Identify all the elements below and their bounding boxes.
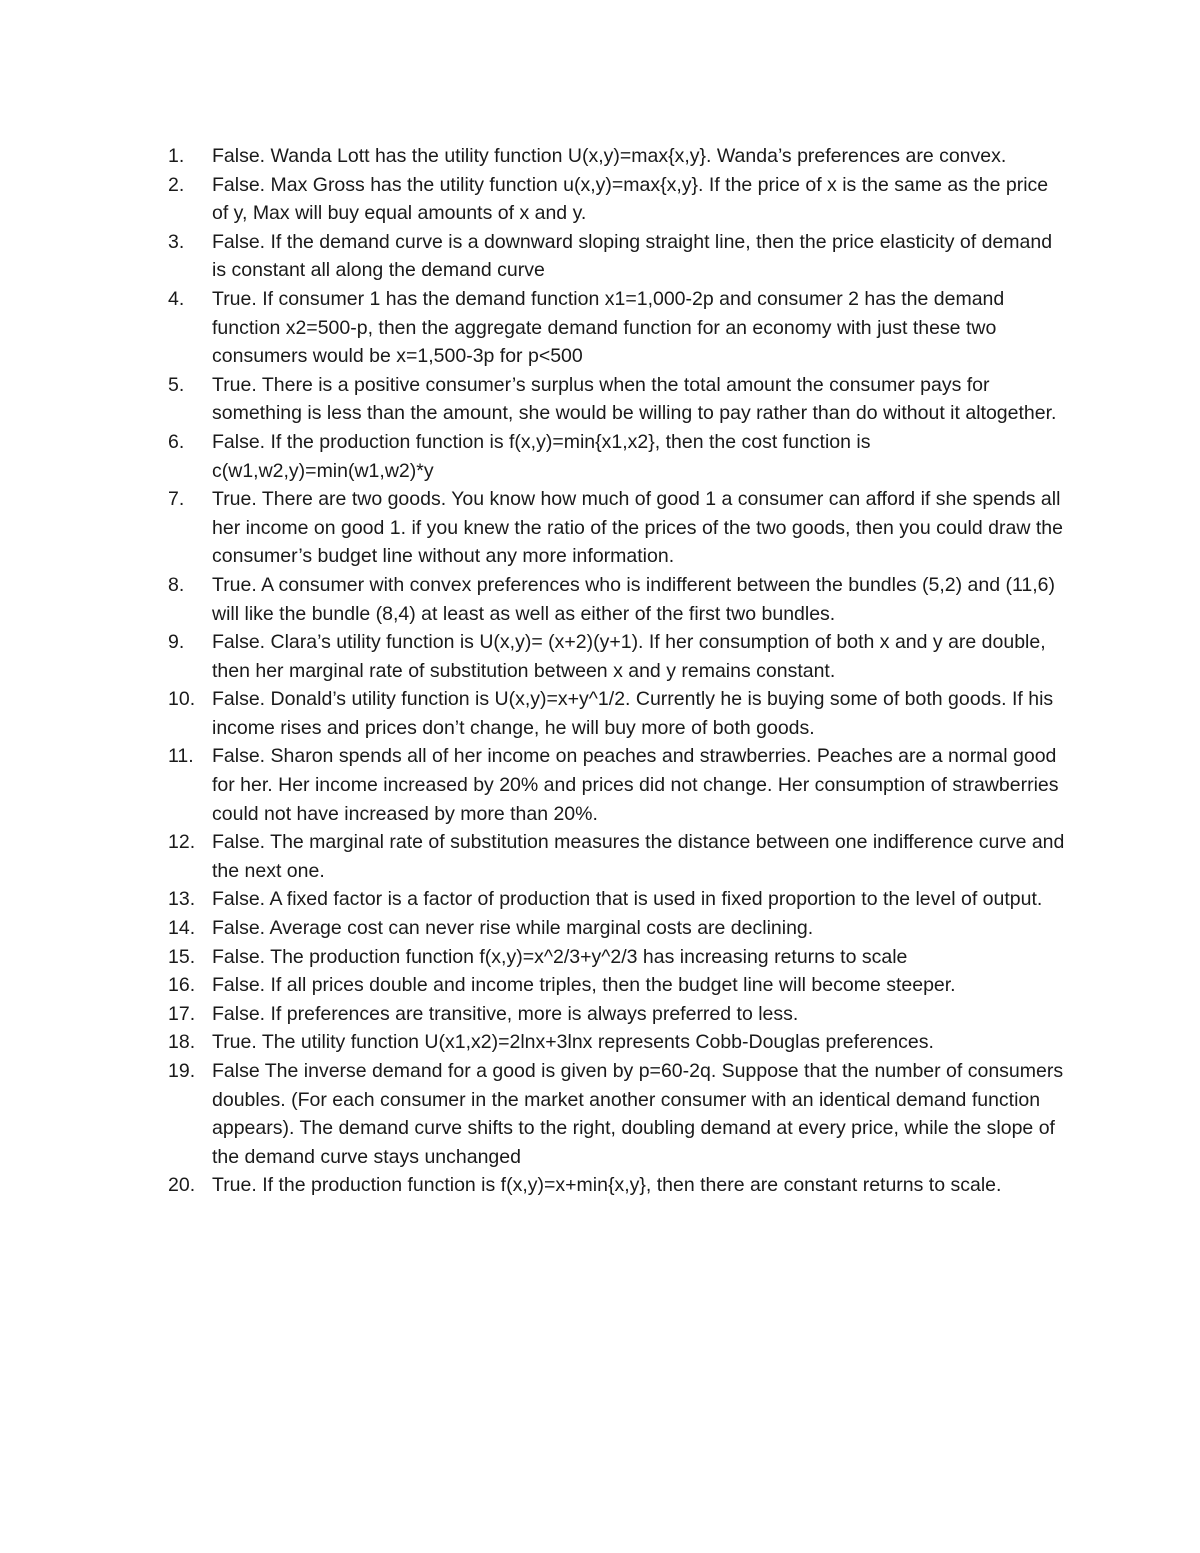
item-number: 16. xyxy=(168,974,196,997)
item-number: 5. xyxy=(168,373,185,396)
item-number: 14. xyxy=(168,917,196,940)
item-number: 12. xyxy=(168,831,196,854)
item-number: 4. xyxy=(168,287,185,310)
item-number: 7. xyxy=(168,488,185,511)
item-number: 13. xyxy=(168,888,196,911)
list-item xyxy=(168,485,1068,571)
item-number: 15. xyxy=(168,945,196,968)
item-number: 1. xyxy=(168,145,185,167)
list-item xyxy=(168,142,1068,171)
list-item xyxy=(168,1057,1068,1171)
item-text: False. If all prices double and income triples, then the budget line will become steeper. xyxy=(212,974,956,997)
item-text: True. If the production function is f(x,y)=x+min{x,y}, then there are constant returns to scale. xyxy=(212,1174,1002,1197)
item-number: 19. xyxy=(168,1060,196,1082)
item-number: 18. xyxy=(168,1031,196,1054)
list-item xyxy=(168,571,1068,628)
item-number: 11. xyxy=(168,745,194,768)
list-item xyxy=(168,828,1068,885)
item-text: True. There are two goods. You know how much of good 1 a consumer can afford if she spends all her income on good 1. if you knew the ratio of the prices of the two goods, then you could draw the consumer’s budget line without any more information. xyxy=(212,488,1063,568)
item-text: False. The production function f(x,y)=x^2/3+y^2/3 has increasing returns to scale xyxy=(212,945,908,968)
list-item xyxy=(168,371,1068,428)
list-item xyxy=(168,914,1068,943)
list-item xyxy=(168,742,1068,828)
list-item xyxy=(168,285,1068,371)
item-number: 9. xyxy=(168,631,185,654)
list-item xyxy=(168,685,1068,742)
item-number: 8. xyxy=(168,573,185,596)
list-item xyxy=(168,1028,1068,1057)
list-item xyxy=(168,628,1068,685)
item-text: True. There is a positive consumer’s surplus when the total amount the consumer pays for something is less than the amount, she would be willing to pay rather than do without it altogether. xyxy=(212,373,1057,425)
item-number: 3. xyxy=(168,230,185,253)
item-text: False. The marginal rate of substitution measures the distance between one indifference curve and the next one. xyxy=(212,831,1065,882)
item-number: 6. xyxy=(168,430,185,453)
item-text: True. The utility function U(x1,x2)=2lnx+3lnx represents Cobb-Douglas preferences. xyxy=(212,1031,934,1054)
item-text: False The inverse demand for a good is given by p=60-2q. Suppose that the number of consumers doubles. (For each consumer in the market another consumer with an identical demand function appears). The demand curve shifts to the right, doubling demand at every price, while the slope of the demand curve stays unchanged xyxy=(212,1060,1064,1168)
item-text: False. Donald’s utility function is U(x,y)=x+y^1/2. Currently he is buying some of both goods. If his income rises and prices don’t change, he will buy more of both goods. xyxy=(212,688,1054,739)
statement-list xyxy=(168,142,1068,1200)
item-text: False. If the production function is f(x,y)=min{x1,x2}, then the cost function is c(w1,w2,y)=min(w1,w2)*y xyxy=(212,430,871,482)
item-text: False. A fixed factor is a factor of production that is used in fixed proportion to the level of output. xyxy=(212,888,1043,911)
item-text: False. Clara’s utility function is U(x,y)= (x+2)(y+1). If her consumption of both x and y are double, then her marginal rate of substitution between x and y remains constant. xyxy=(212,631,1046,682)
list-item xyxy=(168,943,1068,972)
item-number: 17. xyxy=(168,1002,196,1025)
item-number: 20. xyxy=(168,1174,196,1197)
list-item xyxy=(168,971,1068,1000)
item-text: False. Sharon spends all of her income on peaches and strawberries. Peaches are a normal good for her. Her income increased by 20% and prices did not change. Her consumption of strawberries could not have increased by more than 20%. xyxy=(212,745,1059,825)
list-item xyxy=(168,171,1068,228)
item-text: False. If the demand curve is a downward sloping straight line, then the price elasticity of demand is constant all along the demand curve xyxy=(212,230,1053,282)
item-number: 2. xyxy=(168,173,185,196)
list-item xyxy=(168,428,1068,485)
list-item xyxy=(168,1171,1068,1200)
list-item xyxy=(168,228,1068,285)
item-text: False. If preferences are transitive, more is always preferred to less. xyxy=(212,1002,799,1025)
item-text: False. Wanda Lott has the utility function U(x,y)=max{x,y}. Wanda’s preferences are convex. xyxy=(212,145,1007,167)
item-number: 10. xyxy=(168,688,196,711)
item-text: False. Max Gross has the utility function u(x,y)=max{x,y}. If the price of x is the same as the price of y, Max will buy equal amounts of x and y. xyxy=(212,173,1049,225)
list-item xyxy=(168,885,1068,914)
item-text: True. If consumer 1 has the demand function x1=1,000-2p and consumer 2 has the demand function x2=500-p, then the aggregate demand function for an economy with just these two consumers would be x=1,500-3p for p<500 xyxy=(212,287,1005,368)
list-item xyxy=(168,1000,1068,1029)
item-text: False. Average cost can never rise while marginal costs are declining. xyxy=(212,917,814,940)
item-text: True. A consumer with convex preferences who is indifferent between the bundles (5,2) and (11,6) will like the bundle (8,4) at least as well as either of the first two bundles. xyxy=(212,573,1055,625)
